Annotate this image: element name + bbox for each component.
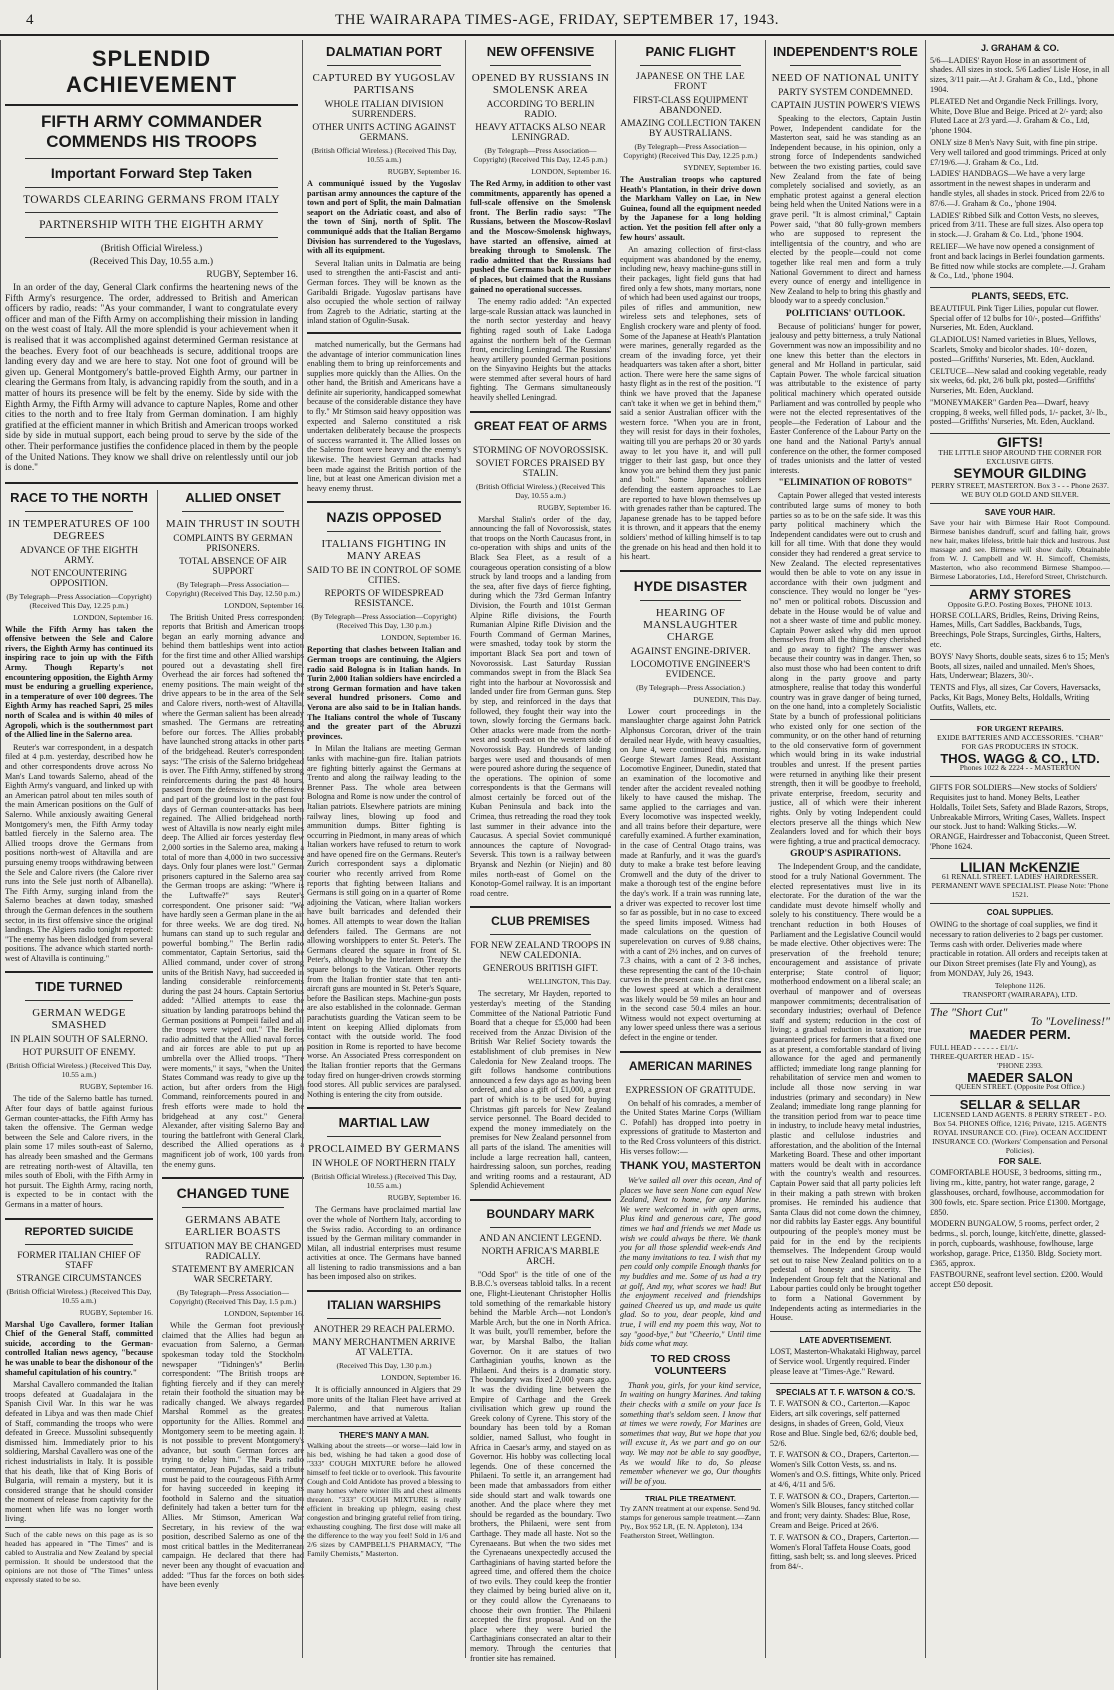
article-italian-warships xyxy=(307,1290,461,1562)
subhead-2: COMPLAINTS BY GERMAN PRISONERS. xyxy=(173,533,293,554)
specials-watson xyxy=(770,1383,921,1578)
subhead-3: HOT PURSUIT OF ENEMY. xyxy=(22,1048,136,1059)
credit: (By Telegraph—Press Association—Copyright) (Received This Day, 1.5 p.m.) xyxy=(169,1288,297,1307)
article-lead: The Red Army, in addition to other vast commitments, apparently has opened a full-scale offensive on the Smolensk front. The Berlin radio says: "The Russians, between the Moscow-Roslavl and the Moscow-Smolensk highways, have started an offensive, aimed at breaking through to Smolensk. The radio admitted that the Russians had pushed the Germans back in a number of places, but claimed that the Russians gained no operational successes. xyxy=(470,179,611,294)
special-item: T. F. WATSON & CO., Drapers, Carterton.—Women's Floral Taffeta House Coats, good fitting, sash belt; ss. and long sleeves. Priced from 84/-. xyxy=(770,1532,919,1572)
credit: (By Telegraph—Press Association.) xyxy=(636,682,745,692)
column-5 xyxy=(765,40,925,1658)
article-lead: On behalf of his comrades, a member of the United States Marine Corps (William C. Pofahl) has dropped into poetry in expressions of gratitude to Masterton and to the Red Cross volunteers of this district. His verses follow:— xyxy=(620,1098,761,1156)
special-item: T. F. WATSON & CO., Drapers, Carterton.—Women's Silk Blouses, fancy stitched collar and front; very dainty. Shades: Blue, Rose, Cream and Beige. Priced at 26/6. xyxy=(770,1491,919,1530)
subhead: HEARING OF MANSLAUGHTER CHARGE xyxy=(643,606,738,643)
ad-price: FULL HEAD - - - - - - £1/1/- xyxy=(930,1042,1019,1052)
ad-title: LATE ADVERTISEMENT. xyxy=(799,1335,892,1345)
ad-telephone: Telephone 1126. xyxy=(994,980,1046,990)
advertisement-trial-pile xyxy=(620,1489,761,1544)
article-boundary-mark xyxy=(470,1199,611,1663)
credit: (British Official Wireless.) xyxy=(100,244,203,254)
ad-body: PERRY STREET, MASTERTON. Box 3 - - - Phone 2637. WE BUY OLD GOLD AND SILVER. xyxy=(931,481,1109,500)
subhead-3: REPORTS OF WIDESPREAD RESISTANCE. xyxy=(324,589,444,610)
dateline: WELLINGTON, This Day. xyxy=(527,977,611,987)
headline: INDEPENDENT'S ROLE xyxy=(773,44,918,59)
footnote: Such of the cable news on this page as is so headed has appeared in "The Times" and is cabled to Australia and New Zealand by special permission. It should be understood that the opinions are not those of "The Times" unless expressly stated to be so. xyxy=(5,1527,153,1584)
article-independents-role xyxy=(770,44,921,1323)
subhead-2: WHOLE ITALIAN DIVISION SURRENDERS. xyxy=(324,100,444,120)
subhead: ANOTHER 29 REACH PALERMO. xyxy=(313,1325,455,1336)
subhead-3: OTHER UNITS ACTING AGAINST GERMANS. xyxy=(312,123,456,143)
article-body: The tide of the Salerno battle has turned. After four days of battle against furious German counter-attacks, the Fifth Army has taken the offensive. The German wedge between the Sele and Calore rivers, in the plain some 17 miles south-east of Salerno, has already been smashed and the Germans are retreating north-west of Altavilla, ten miles south of Eboli, with the Fifth Army in hot pursuit. The Eighth Army, racing north, is expected to be in contact with the Germans in a matter of hours. xyxy=(5,1094,153,1209)
subhead-2: MANY MERCHANTMEN ARRIVE AT VALETTA. xyxy=(312,1338,456,1359)
special-item: T. F. WATSON & CO., Carterton.—Kapoc Eiders, art silk coverings, self patterned designs, in shades of Green, Gold, Vieux Rose and Blue. Single bed, 62/6; double bed, 52/6. xyxy=(770,1399,918,1448)
ad-tagline: The "Short Cut" xyxy=(930,1004,1008,1019)
subhead-2: IN WHOLE OF NORTHERN ITALY xyxy=(312,1159,456,1170)
ad-army-stores xyxy=(930,585,1110,719)
ad-price-2: THREE-QUARTER HEAD - 15/- xyxy=(930,1051,1034,1061)
headline: HYDE DISASTER xyxy=(633,577,748,594)
credit: (British Official Wireless.) (Received This Day, 10.55 a.m.) xyxy=(311,146,457,164)
credit: (British Official Wireless.) (Received This Day, 10.55 a.m.) xyxy=(476,481,605,500)
dateline: SYDNEY, September 16. xyxy=(683,163,761,172)
article-body: It is officially announced in Algiers that 29 more units of the Italian Fleet have arrived at Palermo, and that numerous Italian merchantmen have arrived at Valetta. xyxy=(307,1385,461,1423)
ad-item: HORSE COLLARS, Bridles, Reins, Driving Reins, Hames, Mills, Cart Saddles, Backbands, Tugs, Breechings, Pole Straps, Surcingles, Girths, Halters, etc. xyxy=(930,610,1102,650)
ad-title: SPECIALS AT T. F. WATSON & CO.'S. xyxy=(775,1387,916,1397)
received: (Received This Day, 10.55 a.m.) xyxy=(89,257,214,267)
article-great-feat-of-arms xyxy=(470,411,611,899)
section-heading: POLITICIANS' OUTLOOK. xyxy=(785,308,906,319)
ad-j-graham xyxy=(930,40,1110,287)
subhead-2: SITUATION MAY BE CHANGED RADICALLY. xyxy=(164,1242,302,1263)
article-body: The Germans have proclaimed martial law over the whole of Northern Italy, according to the Swiss radio. According to an ordinance issued by the German military commander in Milan, all industrial enterprises must resume activities at once. The Germans have banned all listening to radio transmissions and a ban has been imposed also on strikes. xyxy=(307,1205,461,1282)
ad-item: FASTBOURNE, seafront level section. £200. Would accept £50 deposit. xyxy=(930,1270,1103,1290)
dateline: RUGBY, September 16. xyxy=(387,1193,461,1203)
subhead-2: GENEROUS BRITISH GIFT. xyxy=(482,964,599,975)
article-body: While the German foot previously claimed that the Allies had begun an evacuation from Salerno, a German spokesman today told the Stockholm newspaper "Tidningen's" Berlin correspondent: "The British troops are fighting fiercely and if they can merely retain their foothold the situation may be radically changed. We always regarded Marshal Rommel as the greatest opportunity for the Allies. Rommel and Montgomery seem to be meeting again. It is not possible to prevent Montgomery's advance, but south German forces are trying to delay him." The Paris radio commentator, Jean Pujadas, said a tribute must be paid to the courageous Fifth Army for having succeeded in keeping its foothold in Salerno and the situation definitely had taken a better turn for the Allies. Mr Stimson, American War Secretary, in his review of the war position, described Salerno as one of the most critical battles in the Mediterranean campaign. He declared that there had never been any thought of evacuation and added: "Thus far the forces on both sides have been evenly xyxy=(162,1321,304,1590)
headline: ITALIAN WARSHIPS xyxy=(327,1298,441,1313)
ad-title: ARMY STORES xyxy=(968,586,1072,603)
ad-thos-wagg xyxy=(930,719,1110,777)
article-lead: Marshal Ugo Cavallero, former Italian Chief of the General Staff, committed suicide, according to the German-controlled Italian news agency, "because he was unable to bear the dishonour of the shameful capitulation of his country." xyxy=(5,1319,154,1377)
ad-item: RELIEF—We have now opened a consignment of front and back lacings in Berlei foundation garments. Be fitted now while stocks are complete.—J. Graham & Co., Ltd., 'phone 1904. xyxy=(930,241,1106,281)
ad-tagline-2: To "Loveliness!" xyxy=(1030,1014,1110,1029)
article-changed-tune xyxy=(162,1177,304,1590)
ad-body: GIFTS FOR SOLDIERS—New stocks of Soldiers' Requisites just to hand. Money Belts, Leather Holdalls, Toilet Sets, Safety and Blade Razors, Strops, Unbreakable Mirrors, Writing Cases, Wallets. Inspect our stock. Just to hand: Walking Sticks.—W. ORANGE, Hairdresser and Tobacconist, Queen Street. 'Phone 1624. xyxy=(930,783,1110,851)
masthead-title: THE WAIRARAPA TIMES-AGE, FRIDAY, SEPTEMBER 17, 1943. xyxy=(334,12,780,28)
ad-body: Walking about the streets—or worse—laid low in his bed, wishing he had taken a good dose of "333" COUGH MIXTURE before he allowed himself to feel tickle or to overlook. This favourite Cough and Cold Antidote has proved a blessing to many homes where winter ills and chest ailments threaten. "333" COUGH MIXTURE is really efficient in breaking up phlegm, easing chest congestion and bringing grateful relief from tiring, exhausting coughing. The first dose will make all the difference to the way you feel! Sold in 1/6 and 2/6 sizes by CAMPBELL'S PHARMACY, "The Family Chemists," Masterton. xyxy=(307,1441,462,1559)
headline: CHANGED TUNE xyxy=(176,1185,290,1202)
subhead-2: SOVIET FORCES PRAISED BY STALIN. xyxy=(475,458,606,479)
subhead-3: AMAZING COLLECTION TAKEN BY AUSTRALIANS. xyxy=(620,119,761,139)
headline: PANIC FLIGHT xyxy=(645,44,736,59)
ad-save-your-hair xyxy=(930,503,1110,585)
ad-title-2: SEYMOUR GILDING xyxy=(953,464,1087,481)
article-dalmatian-port xyxy=(307,44,461,493)
special-item: T. F. WATSON & CO., Drapers, Carterton.—Women's Silk Cotton Vests, ss. and ns. Women's and O.S. fittings, White only. Priced at 4/6, 4/11 and 5/6. xyxy=(770,1450,921,1489)
ad-item: LADIES' Ribbed Silk and Cotton Vests, no sleeves, priced from 3/11. These are full sizes. Also opera top in stock.—J. Graham & Co. Ltd., 'phone 1904. xyxy=(930,210,1104,240)
subhead: STORMING OF NOVOROSSISK. xyxy=(472,445,609,456)
headline: ALLIED ONSET xyxy=(185,489,281,505)
credit: (By Telegraph—Press Association—Copyright) (Received This Day, 12.25 p.m.) xyxy=(6,591,152,610)
masthead xyxy=(0,6,1114,36)
ad-item: 5/6—LADIES' Rayon Hose in an assortment of shades. All sizes in stock. 5/6 Ladies' Lisle Hose, in all sizes, 3/11 pair.—At J. Graham & Co., Ltd., 'phone 1904. xyxy=(930,55,1110,94)
dateline: LONDON, September 16. xyxy=(224,1309,304,1319)
article-body-2: Because of politicians' hunger for power, jealousy and petty bitterness, a truly National Government was now an impossibility and no one knew this better than the electors in general and Mr Holland in particular, said Captain Power. The whole farcical situation was attributable to the existence of party political machinery which operated outside Parliament and was controlled by people who were not the elected representatives of the people—the Federation of Labour and the Easter Conference of the Labour Party on the one hand and the National Party's annual conference on the other, the former composed of trades unionists and the latter of vested interests. xyxy=(770,321,921,475)
subcolumn-left xyxy=(5,490,153,1690)
subhead-3: LOCOMOTIVE ENGINEER'S EVIDENCE. xyxy=(630,659,751,680)
ad-item: BOYS' Navy Shorts, double seats, sizes 6 to 15; Men's Boots, all sizes, nailed and unnailed. Men's Shoes, Hats, Underwear; Blazers, 30/-. xyxy=(930,651,1110,681)
credit: (By Telegraph—Press Association—Copyright) (Received This Day, 12.25 p.m.) xyxy=(623,142,758,160)
ad-item: GLADIOLUS! Named varieties in Blues, Yellows, Scarlets, Smoky and bicolor shades. 10/- dozen, posted—Griffiths' Nurseries, Mt. Eden, Auckland. xyxy=(930,335,1097,364)
advertisement-cough-mixture xyxy=(307,1426,461,1562)
headline: REPORTED SUICIDE xyxy=(24,1225,134,1238)
subhead-2: FIRST-CLASS EQUIPMENT ABANDONED. xyxy=(633,96,748,116)
credit: (British Official Wireless.) (Received This Day, 10.55 a.m.) xyxy=(6,1061,152,1080)
dateline: RUGBY, September 16. xyxy=(537,502,611,512)
article-nazis-opposed xyxy=(307,501,461,1099)
article-lead: While the Fifth Army has taken the offensive between the Sele and Calore rivers, the Eighth Army has continued its inspiring race to join up with the Fifth Army. Though Reparty's not encountering opposition, the Eighth Army must be enduring a gruelling experience, in a temperature of over 100 degrees. The Eighth Army has reached Sapri, 25 miles north of Scalea and is within 40 miles of Agropoli, which is the southernmost part of the Allied line in the Salerno area. xyxy=(5,624,153,740)
subhead-2: ACCORDING TO BERLIN RADIO. xyxy=(486,100,595,120)
page-number: 4 xyxy=(26,12,34,28)
ad-title: J. GRAHAM & CO. xyxy=(980,43,1059,53)
ad-title: COAL SUPPLIES. xyxy=(986,908,1054,918)
article-lead: A communiqué issued by the Yugoslav partisan army announces the capture of the town and port of Split, the main Dalmatian seaport on the Adriatic coast, and also of the town of Sinj, north of Split. The communiqué adds that the Italian Bergamo Division has surrendered to the Yugoslavs, with all its equipment. xyxy=(307,179,461,256)
subhead: JAPANESE ON THE LAE FRONT xyxy=(636,72,745,92)
ad-phone: 'PHONE 2393. xyxy=(997,1060,1043,1070)
headline: SPLENDID ACHIEVEMENT xyxy=(65,46,238,97)
ad-title: TRIAL PILE TREATMENT. xyxy=(645,1494,736,1504)
credit: (Received This Day, 1.30 p.m.) xyxy=(336,1361,432,1371)
dateline: RUGBY, September 16. xyxy=(79,1307,153,1317)
article-new-offensive xyxy=(470,44,611,403)
ad-title: PLANTS, SEEDS, ETC. xyxy=(971,291,1069,302)
column-4 xyxy=(615,40,765,1658)
dateline: DUNEDIN, This Day. xyxy=(693,694,761,704)
ad-title: LILIAN McKENZIE xyxy=(960,858,1080,875)
subhead: IN TEMPERATURES OF 100 DEGREES xyxy=(8,517,150,542)
ad-item: TENTS and Flys, all sizes, Car Covers, Haversacks, Packs, Kit Bags, Money Belts, Holdalls, Writing Outfits, Wallets, etc. xyxy=(930,683,1101,712)
ad-company: TRANSPORT (WAIRARAPA), LTD. xyxy=(962,989,1078,999)
ad-body: OWING to the shortage of coal supplies, we find it necessary to ration deliveries to 2 bags per customer. Terms cash with order. Deliveries made where practicable in rotation. All orders and receipts taken at our Dixon Street premises (late Fly and Young), as from MONDAY, July 26, 1943. xyxy=(930,919,1108,978)
subhead-3: STATEMENT BY AMERICAN WAR SECRETARY. xyxy=(171,1265,295,1286)
ad-body: LICENSED LAND AGENTS. 8 PERRY STREET - P.O. Box 54. PHONES Office, 1216; Private, 1215. AGENTS ROYAL INSURANCE CO. (Fire). OCEAN ACCIDENT INSURANCE CO. (Workers' Compensation and Personal Policies). xyxy=(932,1109,1108,1155)
subhead-2: PARTNERSHIP WITH THE EIGHTH ARMY xyxy=(39,219,264,231)
ad-title: GIFTS! xyxy=(997,434,1043,451)
dateline: RUGBY, September 16. xyxy=(206,270,298,280)
credit: (British Official Wireless.) (Received This Day, 10.55 a.m.) xyxy=(6,1286,152,1305)
subhead-3: NOT ENCOUNTERING OPPOSITION. xyxy=(30,568,128,589)
subhead-2: IN PLAIN SOUTH OF SALERNO. xyxy=(10,1035,148,1046)
section-heading-2: "ELIMINATION OF ROBOTS" xyxy=(778,478,913,489)
poem-title: THANK YOU, MASTERTON xyxy=(620,1160,761,1173)
article-continuation: matched numerically, but the Germans had the advantage of interior communication lines enabling them to bring up reinforcements and supplies more quickly than the Allies. On the other hand, the British and Americans have a definite air superiority, handicapped somewhat because of the considerable distance they have to fly." Mr Stimson said heavy opposition was expected and Salerno constituted a risk undertaken deliberately because the prospects of success warranted it. The Allied losses on the Salerno front were heavy and the enemy's likewise. The heaviest German attacks had been made against the British portion of the line, but at least one American division met a heavy enemy thrust. xyxy=(307,339,461,493)
credit: (British Official Wireless.) (Received This Day, 10.55 a.m.) xyxy=(311,1172,457,1191)
article-body: Reuter's war correspondent, in a despatch filed at 4 p.m. yesterday, described how he and other correspondents drove across No Man's Land towards Salerno, ahead of the Eighth Army's vanguard, and linked up with an American patrol about ten miles south of the main American positions on the Gulf of Salerno. While anxiously awaiting General Montgomery's men, the Fifth Army today battled fiercely in the Salerno area. The Allied troops drove the Germans from positions north-west of Altavilla and are pursuing enemy troops withdrawing between the Sele and Calore rivers (the Calore river runs into the Sele just north of Albanella). The Fifth Army, surging inland from the Salerno beaches at dawn today, smashed through the German defences in the southern sector, in its first offensive since the original landings. The Algiers radio tonight reported: "The enemy has been dislodged from several positions. The advance which started north-west of Altavilla is continuing." xyxy=(5,742,153,963)
dateline: LONDON, September 16. xyxy=(381,633,461,643)
ad-title: SELLAR & SELLAR xyxy=(959,1097,1081,1113)
subhead: FORMER ITALIAN CHIEF OF STAFF xyxy=(17,1250,141,1271)
ad-sellar-and-sellar xyxy=(930,1095,1110,1296)
ad-lilian-mckenzie xyxy=(930,858,1110,904)
subhead: AND AN ANCIENT LEGEND. xyxy=(479,1233,602,1244)
article-body: In an order of the day, General Clark confirms the heartening news of the Fifth Army's resurgence. The order, addressed to British and American officers by radio, reads: "As your commander, I want to congratulate every officer and man of the Fifth Army on accomplishing their mission in landing on the west coast of Italy. All the more splendid is your achievement when it is realised that it was accomplished against determined German resistance at the beaches. Every foot of our beachheads is secure, additional troops are landing every day and we are here to stay. Not one foot of ground will be given up. General Montgomery's battle-proved Eighth Army, our partner in clearing the Germans from Italy, is advancing rapidly from the south, and in a matter of hours its presence will be felt by the enemy. Side by side with the Eighth Army, the Fifth Army will advance to capture Naples, Rome and other cities to the north and to free Italy from German domination. I am highly gratified at the efficient manner in which British and American troops worked side by side in mutual support, each being proud to serve by the side of the other. Their performance justifies the confidence placed in them by the people of the United Nations. They know we shall drive on relentlessly until our job is done." xyxy=(5,283,298,474)
article-club-premises xyxy=(470,906,611,1190)
subhead-2: STRANGE CIRCUMSTANCES xyxy=(16,1273,142,1284)
subhead: CAPTURED BY YUGOSLAV PARTISANS xyxy=(312,72,456,96)
ad-plants-seeds xyxy=(930,287,1110,433)
subhead: FOR NEW ZEALAND TROOPS IN NEW CALEDONIA. xyxy=(470,941,611,962)
article-body: "Odd Spot" is the title of one of the B.B.C.'s overseas tabloid talks. In a recent one, Flight-Lieutenant Christopher Hollis told something of the remarkable history behind the Marble Arch—not London's Marble Arch, but the one in North Africa. It was built, you'll remember, before the war, by Marshal Balbo, the Italian Governor. On it are statues of two Carthaginian youths, known as the Philaeni. And theirs is a dramatic story. The boundary was fixed 2,000 years ago. It was the dividing line between the Empire of Carthage and the Greek civilisation which grew up round the Greek colony of Cyrene. This story of the boundary has been told by a Roman soldier, named Sallust, who fought in Africa in Caesar's army, and stayed on as Governor. His hobby was collecting local legends. One of these concerned the Philaeni. To settle it, an arrangement had been made that ambassadors from either side should start and walk towards one another. And the place where they met should be regarded as the boundary. Two brothers, the Philaeni, were sent from Carthage. They made all haste. Not so the Cyrenaeans. But when the two sides met the Cyrenaeans unexpectedly accused the Carthaginians of having started before the agreed time, and offered them the choice of two evils. They could keep the frontier they claimed by being buried alive on it, or they could allow the Cyrenaeans to choose their own frontier. The Philaeni accepted the first proposal. And on the place where they were buried the Carthaginians consecrated an altar to their memory. Through the centuries that frontier site has remained. xyxy=(470,1269,611,1663)
ad-coal-supplies xyxy=(930,903,1110,1002)
headline-3: Important Forward Step Taken xyxy=(50,165,253,181)
ad-gifts-for-soldiers xyxy=(930,776,1110,858)
subhead-3: TOTAL ABSENCE OF AIR SUPPORT xyxy=(179,556,287,577)
subhead: MAIN THRUST IN SOUTH xyxy=(165,517,301,530)
subhead: NEED OF NATIONAL UNITY xyxy=(771,72,920,84)
ad-phones: Phones 1022 & 2224 - - MASTERTON xyxy=(959,763,1081,773)
headline: TIDE TURNED xyxy=(35,979,123,995)
article-allied-onset xyxy=(162,490,304,1169)
ad-address: QUEEN STREET. (Opposite Post Office.) xyxy=(955,1082,1085,1092)
ad-body: 61 RENALL STREET. LADIES' HAIRDRESSER. PERMANENT WAVE SPECIALIST. Please Note: 'Phone 1521. xyxy=(931,872,1109,900)
ad-item: ONLY size 8 Men's Navy Suit, with fine pin stripe. Very well tailored and good trimmings. Priced at only £7/19/6.—J. Graham & Co., Ltd. xyxy=(930,137,1107,167)
ad-title: SAVE YOUR HAIR. xyxy=(984,508,1056,518)
article-body: Marshal Stalin's order of the day, announcing the fall of Novorossisk, states that troops on the North Caucasus front, in co-operation with ships and units of the Black Sea Fleet, as a result of a courageous operation consisting of a blow struck by land troops and a landing from the sea, after five days of fierce fighting, during which the 73rd German Infantry Division, the Fourth and 101st German Alpine Rifle divisions, the Fourth Rumanian Alpine Rifle Division and the Fourth Command of German Marines, were smashed, today took by storm the important Black Sea port and town of Novorossisk. Last Saturday Russian commandos swept in from the Black Sea right into the harbour at Novorossisk and landed under fire from German guns. Step by step, and reinforced in the days that followed, they fought their way into the town, slowly forcing the Germans back. Other attacks were made from the north-west and south-east on the western side of Novorossisk Bay. Hundreds of landing barges were used and thousands of men were poured ashore during the sequence of the operations. The opinion of some correspondents is that the Germans will almost certainly be forced out of the Kuban Peninsula and back into the Crimea, thus retreading the road they took last summer in their advance into the Caucasus. A special Soviet communiqué announces the capture of Novograd-Seversk. This town is a railway between Bryansk and Nezhin (or Niejin) and 80 miles north-east of Gomel on the Konotop-Gomel railway. It is an important road centre. xyxy=(470,514,611,898)
headline-2: FIFTH ARMY COMMANDER COMMENDS HIS TROOPS xyxy=(41,112,262,151)
section-heading-3: GROUP'S ASPIRATIONS. xyxy=(790,849,901,860)
column-1 xyxy=(0,40,302,1658)
ad-subtitle: Opposite G.P.O. Posting Boxes, 'PHONE 1013. xyxy=(947,599,1093,609)
ad-body: LOST, Masterton-Whakataki Highway, parcel of Service wool. Urgently required. Finder please leave at "Times-Age." Reward. xyxy=(770,1347,921,1377)
credit: (By Telegraph—Press Association—Copyright) (Received This Day, 12.45 p.m.) xyxy=(473,146,608,164)
dateline: RUGBY, September 16. xyxy=(387,167,461,176)
ad-title-2: THOS. WAGG & CO., LTD. xyxy=(940,750,1100,766)
article-body: Several Italian units in Dalmatia are being used to strengthen the anti-Fascist and anti-German forces. They will be known as the Garibaldi Brigade. Yugoslav partisans have also occupied the whole section of railway from Zagreb to the Adriatic, starting at the inland station of Ogulin-Susak. xyxy=(307,258,461,326)
ad-item: PLEATED Net and Organdie Neck Frillings. Ivory, White, Dove Blue and Beige. Priced at 2/- yard; also Fluted Lace at 2/3 yard.—J. Graham & Co., Ltd, 'phone 1904. xyxy=(930,96,1103,136)
ad-item: CELTUCE—New salad and cooking vegetable, ready six weeks, 6d. pkt, 2/6 bulk pkt, posted—Griffiths' Nurseries, Mt. Eden, Auckland. xyxy=(930,366,1107,396)
credit: (By Telegraph—Press Association—Copyright) (Received This Day, 12.50 p.m.) xyxy=(165,579,301,598)
article-martial-law xyxy=(307,1107,461,1282)
article-lead: Reporting that clashes between Italian and German troops are continuing, the Algiers radio said Bologna is in Italian hands. In Turin 2,000 Italian soldiers have encircled a strong German formation and have taken several hundred prisoners. Como and Verona are also said to be in Italian hands. The Italians control the whole of Tuscany and the greater part of the Abruzzi provinces. xyxy=(307,645,461,741)
article-body: The secretary, Mr Hayden, reported to yesterday's meeting of the Standing Committee of the National Patriotic Fund Board that a cheque for £5,000 had been received from the Anzac Division of the British War Relief Society towards the establishment of club premises in New Caledonia for New Zealand troops. The gift follows handsome contributions announced a few days ago as having been ordered, and also a gift of £1,000, a great part of which is to be used for buying Christmas gift parcels for New Zealand service personnel. The Board decided to expend the money immediately on the premises for New Zealand personnel from all parts of the island. The amenities will include a large recreation hall, canteen, hairdressing saloon, sun porches, reading and writing rooms and a restaurant, AD Splendid Achievement xyxy=(470,989,611,1191)
article-lead: The Australian troops who captured Heath's Plantation, in their drive down the Markham Valley on Lae, in New Guinea, found all the equipment needed by the Japanese for a long holding action. Yet the position fell after only a few hours' assault. xyxy=(620,175,761,242)
headline: BOUNDARY MARK xyxy=(486,1206,595,1221)
article-tide-turned xyxy=(5,971,153,1209)
dateline: RUGBY, September 16. xyxy=(79,1082,153,1092)
dateline: LONDON, September 16. xyxy=(381,1373,461,1383)
article-splendid-achievement xyxy=(5,46,298,474)
ad-subtitle: FOR SALE. xyxy=(998,1156,1042,1166)
ad-title: THERE'S MANY A MAN. xyxy=(338,1431,430,1441)
ad-gifts xyxy=(930,433,1110,503)
article-body: Marshal Cavallero commanded the Italian troops defeated at Guadalajara in the Spanish Civil War. In this war he was defeated in Libya and was then made Chief of Staff, commanding the troops who were defeated in Greece. Mussolini subsequently dismissed him. Immediately prior to his soldiering, Marshal Cavallero was one of the richest industrialists in Italy. It is possible that his death, like that of King Boris of Bulgaria, will remain a mystery, but it is considered strange that he should consider the moment of release from captivity for the moment when life was no longer worth living. xyxy=(5,1380,153,1524)
headline: NAZIS OPPOSED xyxy=(326,509,442,526)
article-american-marines xyxy=(620,1051,761,1544)
ad-item: MODERN BUNGALOW, 5 rooms, perfect order, 2 bedrms., sl. porch, lounge, kitch'ette, dinette, glassed-in porch, cupboards, washhouse, fowlhouse, large workshop, garage. Price, £1350. Bldg. Society mort. £365, approx. xyxy=(930,1219,1106,1268)
subhead: GERMAN WEDGE SMASHED xyxy=(32,1007,126,1032)
ad-item: "MONEYMAKER" Garden Pea—Dwarf, heavy cropping, 8 weeks, well filled pods, 1/- packet, 3/- lb., posted—Griffiths' Nurseries, Mt. Eden, Auckland. xyxy=(930,397,1108,427)
subhead: OPENED BY RUSSIANS IN SMOLENSK AREA xyxy=(471,72,610,96)
subhead: TOWARDS CLEARING GERMANS FROM ITALY xyxy=(23,194,280,206)
article-hyde-disaster xyxy=(620,570,761,1043)
article-body: The enemy radio added: "An expected large-scale Russian attack was launched in the north sector yesterday and heavy fighting raged south of Lake Ladoga against the northern belt of the German front, encircling Leningrad. The Russians' heavy artillery pounded German positions on the Sinyavino Heights but the attacks were stemmed after several hours of hard fighting. The Germans simultaneously heavily shelled Leningrad. xyxy=(470,297,611,403)
ad-subtitle: THE LITTLE SHOP AROUND THE CORNER FOR EXCLUSIVE GIFTS. xyxy=(938,447,1102,466)
article-body: Lower court proceedings in the manslaughter charge against John Patrick Alphonsus Corcoran, driver of the train derailed near Hyde, with heavy casualties, on June 4, were continued this morning. George Stewart James Read, Assistant Locomotive Engineer, Dunedin, stated that an examination of the locomotive and tender after the accident revealed nothing likely to have caused the mishap. The same applied to the carriages and van. Every locomotive was inspected weekly, and all trains before their departure, were carefully examined. A further examination, in the case of Central Otago trains, was made at Ranfurly, and it was the guard's duty to make a brake test before leaving Cromwell and the duty of the driver to make a thorough test of the engine before the day's work. If a train was running late, a driver was expected to recover lost time so far as possible, but in no case to exceed the speed limits imposed. Witness had made calculations on the question of superelevation on curves of 9.88 chains, with a cant of 2½ inches, and on curves of 7.3 chains, with a cant of 2 3-8 inches, these representing the cant of the 10-chain curves in the present case. In the first case, the lowest speed at which a derailment was likely would be 59 miles an hour and in the second case 50.4 miles an hour. Witness would not expect overturning at any lower speed unless there was a serious defect in the engine or tender. xyxy=(620,706,761,1042)
subhead: EXPRESSION OF GRATITUDE. xyxy=(625,1085,756,1096)
ad-title: MAEDER PERM. xyxy=(969,1026,1071,1042)
headline: CLUB PREMISES xyxy=(491,914,590,929)
dateline: LONDON, September 16. xyxy=(73,612,153,622)
ad-item: LADIES' HANDBAGS—We have a very large assortment in the newest shapes in underarm and handle styles, all shades in stock. Priced from 22/6 to 87/6.—J. Graham & Co., 'phone 1904. xyxy=(930,169,1105,208)
subhead-2: PARTY SYSTEM CONDEMNED. xyxy=(778,88,913,98)
late-advertisement xyxy=(770,1331,921,1383)
poem-2: Thank you, girls, for your kind service, In waiting on hungry Marines. And taking their checks with a smile on your face Is something that's seldom seen. I know that at times we were rowdy, For Marines are sometimes that way, But we hope that you will excuse it, As we part and go on our way. We may not be able to say goodbye, As we would like to do, So please remember whenever we go, Our thoughts will be of you. xyxy=(620,1380,761,1486)
article-body: The British United Press correspondent reports that British and American troops began an early morning advance and behind them battleships went into action for the first time and other Allied warships poured out a devastating shell fire. Overhead the air forces had softened the enemy positions. The main weight of the drive appears to be in the area of the Sele and Calore rivers, north-west of Altavilla, where the German salient has been already smashed. The Germans are retreating before our forces. The Allies probably have launched strong attacks in other parts of the bridgehead. Reuter's correspondent says: "The crisis of the Salerno bridgehead is over. The Fifth Army, stiffened by strong reinforcements during the past 48 hours, passed from the defensive to the offensive and part of the ground lost in the past four days of German counter-attacks has been regained. The Allied bridgehead north-west of Altavilla is now nearly eight miles deep. The Allied air forces yesterday flew 2,000 sorties in the Salerno area, making a total of more than 4,000 in two successive days. Only four planes were lost." German prisoners captured in the Salerno area say the German troops are asking: "Where is the Luftwaffe?" says Reuter's correspondent. One prisoner said: "We have hardly seen a German plane in the air for three weeks. We are dog tired. No humans can stand up to such regular and powerful bombing." The Berlin radio commentator, Captain Sertorius, said the Allied command, under cover of strong units of the British Navy, had succeeded in landing considerable reinforcements during the past 24 hours. Captain Sertorius added: "Allied attempts to ease the situation by landing paratroops behind the German positions at Pompeii failed and all the troops were wiped out." The Berlin radio admitted that the Allied naval forces and air forces are able to put up an umbrella over the Allied troops. "There were moments," it says, "when the United States Command was ready to give up the action, but after orders from the High Command, reinforcements poured in and fresh efforts were made to hold the bridgehead at any cost." General Alexander, after visiting Salerno Bay and touring the battlefront with General Clark, described the Allied operations as a magnificent job of work, 100 yards from the enemy guns. xyxy=(162,612,304,1169)
subhead-2: SAID TO BE IN CONTROL OF SOME CITIES. xyxy=(307,566,461,587)
article-body: An amazing collection of first-class equipment was abandoned by the enemy, including new, heavy machine-guns still in their packages, light field guns that had fired only a few shots, many mortars, none of which had been used against our troops, piles of rifles and ammunition, new wireless sets and telephones, sets of English crockery ware and plenty of food. Some of the Japanese at Heath's Plantation were marines, generally regarded as the cream of the invading force, yet their headquarters was taken after a short, bitter action. There were here the same signs of hasty flight as in the rest of the position. "I think we have proved that the Japanese can't take it when we get in behind them," said a senior Australian officer with the western force. "When you are in front, they will resist for days in their foxholes, waiting till you are perhaps 20 or 30 yards away to let you have it, and will pull trigger to their last gasp, but once they know you are behind them they just panic and bolt." Some Japanese soldiers defending the eastern approaches to Lae are reported to have blown themselves up with grenades rather than be captured. The Japanese grenade has to be tapped before it is thrown, and it appears that the enemy soldiers' method of killing himself is to tap the grenade on his head and then hold it to his heart. xyxy=(620,245,761,562)
subhead-2: NORTH AFRICA'S MARBLE ARCH. xyxy=(481,1246,600,1267)
headline: MARTIAL LAW xyxy=(338,1115,430,1131)
headline: RACE TO THE NORTH xyxy=(10,489,148,505)
subhead: ITALIANS FIGHTING IN MANY AREAS xyxy=(321,538,447,563)
ad-body: Try ZANN treatment at our expense. Send 9d. stamps for generous sample treatment.—Zann Pty., Box 952 LR, (E. N. Appleton), 134 Featherston Street, Wellington. xyxy=(620,1503,761,1540)
dateline: LONDON, September 16. xyxy=(531,167,611,176)
headline: NEW OFFENSIVE xyxy=(486,44,595,59)
headline: DALMATIAN PORT xyxy=(325,44,443,59)
article-body: Speaking to the electors, Captain Justin Power, Independent candidate for the Masterton seat, said he was standing as an Independent because, in his opinion, only a strong force of Independents sandwiched between the two existing parties, could save New Zealand from the fate of being completely socialised and sovietly, as an emphatic protest against a general election being held when the United Nations were in a grave peril. "It is almost criminal," Captain Power said, "that 80 fully-grown members who are supposed to represent the intelligentsia of the country, and who are elected by the people—could not come together like real men and form a truly National Government to direct and harness every ounce of energy and intelligence in New Zealand to help to bring this ghastly and bloody war to a speedy conclusion." xyxy=(770,114,921,306)
article-panic-flight xyxy=(620,44,761,562)
subhead-2: AGAINST ENGINE-DRIVER. xyxy=(630,646,751,657)
ad-body: Save your hair with Birmese Hair Root Compound. Birmese banishes dandruff, scurf and falling hair, grows new hair, makes lifeless, brittle hair thick and lustrous. Just massage and see. Birmese will show daily. Obtainable from W. J. Campbell and W. H. Simcoff, Chemists, Masterton, who also recommend Birmese Shampoo.—Birmese Laboratories, Ltd., Hereford Street, Christchurch. xyxy=(930,518,1110,582)
article-race-to-the-north xyxy=(5,490,153,964)
dateline: LONDON, September 16. xyxy=(224,600,304,610)
article-body: In Milan the Italians are meeting German tanks with machine-gun fire. Italian patriots are fighting bitterly against the Germans at Trento and along the railway leading to the Brenner Pass. The whole area between Bologna and Rome is now under the control of Italian patriots. Elsewhere patriots are mining railway lines, blowing up food and ammunition dumps. Bitter fighting is occurring in Piedmont, in many areas of which Italian workers have refused to return to work and have opened fire on the Germans. Reuter's Zurich correspondent says a diplomatic courier who recently arrived from Rome reports that fighting between Italians and Germans is still going on in a quarter of Rome adjoining the Vatican, where Italian workers have built barricades and defended their homes. All attempts to wear down the Italian defenders failed. The Germans are not allowing worshippers to enter St. Peter's. The Germans cleared the square in front of St. Peter's, although by the Interlatern Treaty the square belongs to the Vatican. Other reports from the Italian frontier state that ten anti-aircraft guns are mounted in St. Peter's Square, before the Basilican steps. Machine-gun posts are also established in the colonnade. German parachutists guarding the Vatican seem to be intent on keeping Allied diplomats from contact with the outside world. The food position in Rome is reported to have become worse. An Associated Press correspondent on the Italian frontier reports that the Germans today fired on hunger-driven crowds storming food stores. All public services are paralysed. Nothing is entering the city from outside. xyxy=(307,744,461,1099)
ad-title: FOR URGENT REPAIRS. xyxy=(976,723,1064,733)
ad-item: COMFORTABLE HOUSE, 3 bedrooms, sitting rm., living rm., kitte, pantry, hot water range, garage, 2 glasshouses, orchard, fowlhouse, accommodation for 300 fowls, etc. Spare section. Price £1300. Mortgage, £850. xyxy=(930,1168,1106,1217)
poem-2-title: TO RED CROSS VOLUNTEERS xyxy=(650,1352,731,1377)
headline: AMERICAN MARINES xyxy=(628,1058,753,1073)
subcolumn-right xyxy=(157,490,304,1690)
poem: We've sailed all over this ocean, And of places we have seen None can equal New Zealand, Next to home, for any Marine. We were welcomed in with open arms, Plus kind and generous care, The good times we had and friends we met Made us wish we could always be there. We thank you for all those splendid week-ends And the many invitations to tea. I wish that my pen could only compile Enough thanks for my buddies and me. Some of us had a try at golf, And my, what scores we had! But the enjoyment received and friendships gained Cheered us up, and made us quite glad. So to you, dear people, kind and true, I will end my poem this way, Not to say "good-bye," but "Cheerio," Until time bids come what may. xyxy=(620,1176,761,1349)
ad-item: BEAUTIFUL Pink Tiger Lilies, popular cut flower. Special offer of 12 bulbs for 10/-, posted—Griffiths' Nurseries, Mt. Eden, Auckland. xyxy=(930,303,1101,333)
article-body-3: Captain Power alleged that vested interests contributed large sums of money to both parties so as to be on the safe side. It was this party political machinery which the Independent candidates were out to crush and kill for all time. With that done they would consider they had rendered a great service to New Zealand. The elected representatives would then be able to vote on any issue in accordance with their own judgment and conscience. They would no longer be "yes-no" men or political robots. Discussion and debate in the House would be of value and not a sheer waste of time and public money. Captain Power asked why did men uproot themselves from all the things they cherished and go away to fight? The answer was because their country was in danger. Then, so also must those who had been content to drift along in the party groove and party atmosphere, realise that today this wonderful country was in grave danger of being turned, on the one hand, into a completely Socialistic State by a bunch of professional politicians who existed only for one section of the community, or on the other hand of returning to the old conservative form of government which would bring in its wake industrial troubles and unrest. If the present parties were returned in anything like their present strength, then it will be goodbye to freehold, private enterprise, freedom, security and justice, all of which were their inherent rights. Only by voting Independent could electors preserve all the things which New Zealanders loved and for which their boys were fighting, a true and practical democracy. xyxy=(770,491,921,846)
subhead-3: CAPTAIN JUSTIN POWER'S VIEWS xyxy=(770,101,921,111)
column-3 xyxy=(465,40,615,1663)
subhead: PROCLAIMED BY GERMANS xyxy=(308,1143,460,1156)
article-reported-suicide xyxy=(5,1218,153,1584)
credit: (By Telegraph—Press Association—Copyright) (Received This Day, 1.30 p.m.) xyxy=(311,612,457,631)
subhead: GERMANS ABATE EARLIER BOASTS xyxy=(185,1214,281,1239)
subhead-3: HEAVY ATTACKS ALSO NEAR LENINGRAD. xyxy=(475,123,606,143)
headline: GREAT FEAT OF ARMS xyxy=(473,418,608,433)
ad-title-2: MAEDER SALON xyxy=(967,1069,1073,1085)
ad-body: EXIDE BATTERIES AND ACCESSORIES. "CHAR" FOR GAS PRODUCERS IN STOCK. xyxy=(937,732,1103,751)
column-6-advertisements xyxy=(925,40,1114,1658)
ad-maeder-perm xyxy=(930,1003,1110,1095)
column-2 xyxy=(302,40,465,1658)
article-body-4: The Independent Group, and the candidate, stood for a truly National Government. The elected representatives must live in its electorate. For the duration of the war the candidate must devote himself wholly and solely to his constituency. There would be a trenchant reduction in both Houses of Parliament and the Legislative Council would be made elective. Other objectives were: The preservation of the freehold tenure; encouragement and assistance of private enterprise; State control of liquor; motherhood endowment on a liberal scale; an overhaul of manpower and of overseas manpower commitments; decentralisation of secondary industries; overhaul of Defence staff and system; reduction in the cost of living; a gradual reduction in taxation; true guaranteed prices for farmers that a fixed one as at present, a comfortable standard of living allowance for the aged and permanently afflicted; immediate long range planning for rehabilitation of service men and women to include all those now serving in war industries (primary and secondary) in New Zealand; immediate long range planning for the transition period from war to peace time in industry, to include heavy metal industries, plastic and cellulose industries and afforestation, and the abolition of the Internal Marketing Board. These and other important matters would be dealt with in accordance with the country's wealth and resources. Captain Power said that all party policies left in their making a path strewn with broken promises. He reminded his audience that Santa Claus did not come down the chimney, nor did rabbits lay Easter eggs. Any bountiful outpouring of the people's money must be paid for in the end by the recipients themselves. The Independent Group would set out to raise New Zealand politics on to a pedestal of honesty and sincerity. The Independent Group felt that the National and Labour parties could only be brought together to form a National Government by Independents acting as intermediaries in the House. xyxy=(770,862,921,1323)
subhead-2: ADVANCE OF THE EIGHTH ARMY. xyxy=(19,545,139,566)
